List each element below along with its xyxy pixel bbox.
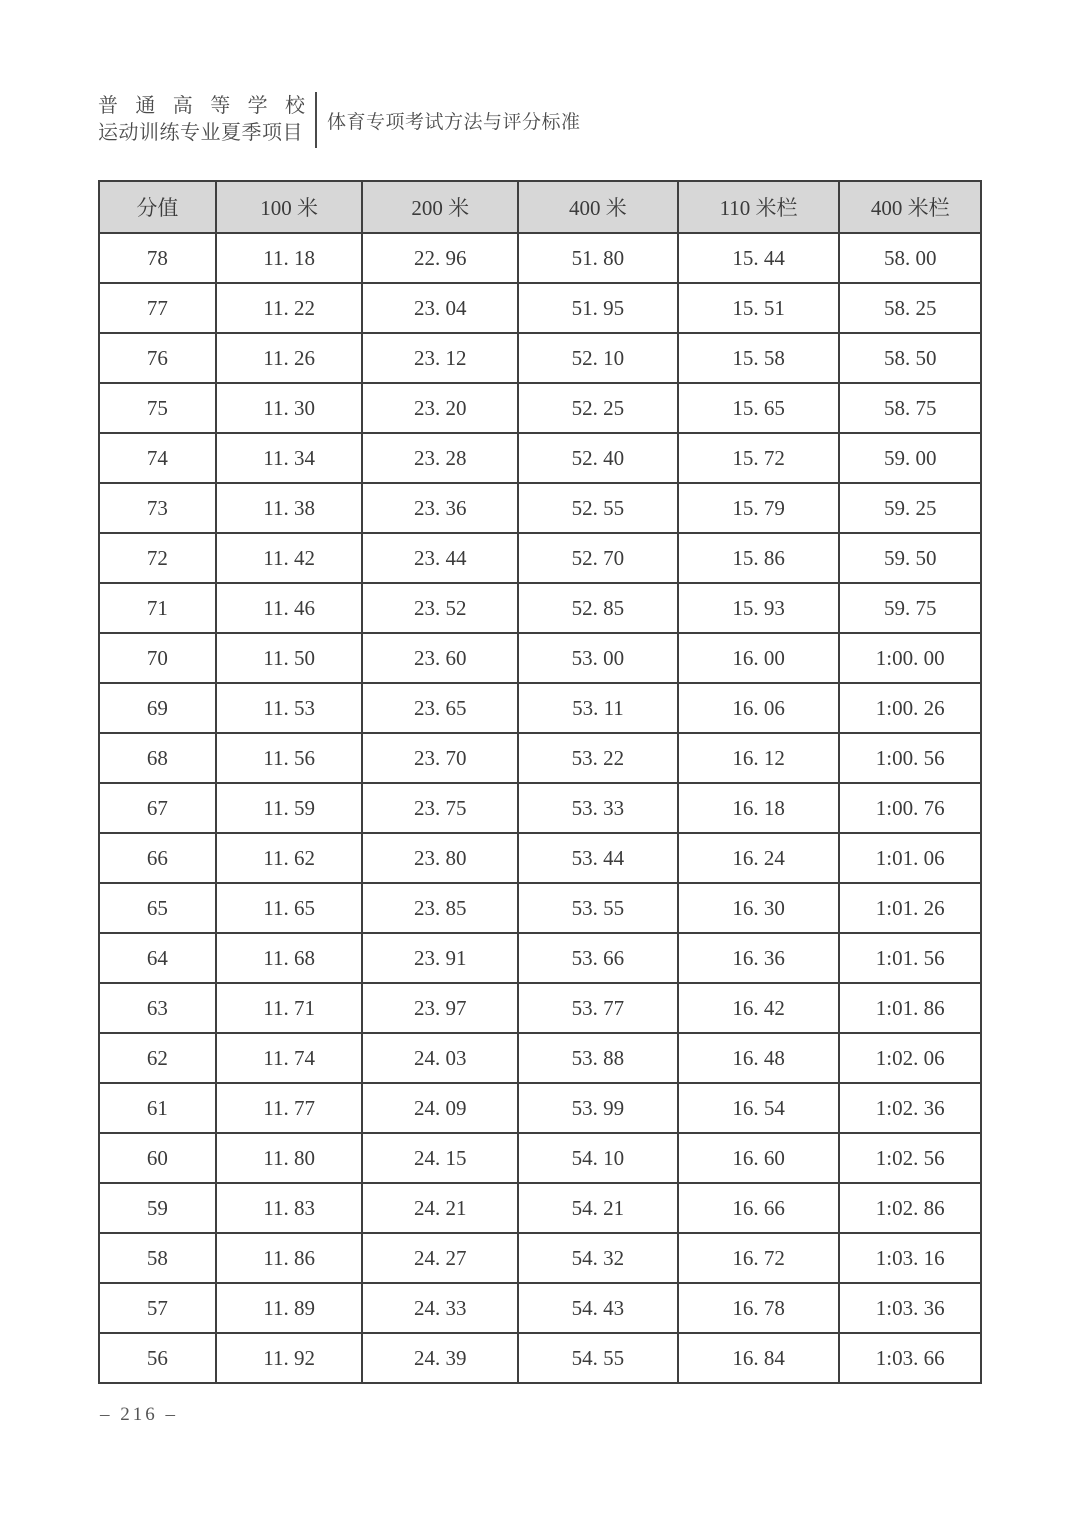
time-value-cell: 23. 52 <box>362 583 518 633</box>
table-row <box>99 483 981 533</box>
column-header: 200 米 <box>362 181 518 233</box>
column-header: 分值 <box>99 181 216 233</box>
table-row <box>99 433 981 483</box>
time-value-cell: 24. 15 <box>362 1133 518 1183</box>
time-value-cell: 16. 12 <box>678 733 840 783</box>
score-value-cell: 63 <box>99 983 216 1033</box>
time-value-cell: 52. 85 <box>518 583 678 633</box>
time-value-cell: 53. 44 <box>518 833 678 883</box>
score-table-body <box>99 233 981 1383</box>
time-value-cell: 24. 09 <box>362 1083 518 1133</box>
time-value-cell: 52. 55 <box>518 483 678 533</box>
time-value-cell: 1:02. 06 <box>839 1033 981 1083</box>
time-value-cell: 23. 20 <box>362 383 518 433</box>
time-value-cell: 16. 18 <box>678 783 840 833</box>
time-value-cell: 52. 25 <box>518 383 678 433</box>
time-value-cell: 23. 70 <box>362 733 518 783</box>
time-value-cell: 23. 75 <box>362 783 518 833</box>
time-value-cell: 53. 33 <box>518 783 678 833</box>
time-value-cell: 52. 10 <box>518 333 678 383</box>
time-value-cell: 51. 80 <box>518 233 678 283</box>
score-value-cell: 75 <box>99 383 216 433</box>
time-value-cell: 53. 66 <box>518 933 678 983</box>
score-value-cell: 76 <box>99 333 216 383</box>
table-row <box>99 1333 981 1383</box>
time-value-cell: 23. 44 <box>362 533 518 583</box>
table-row <box>99 1183 981 1233</box>
page-header <box>98 92 581 148</box>
time-value-cell: 23. 80 <box>362 833 518 883</box>
time-value-cell: 54. 32 <box>518 1233 678 1283</box>
time-value-cell: 11. 83 <box>216 1183 363 1233</box>
score-value-cell: 72 <box>99 533 216 583</box>
time-value-cell: 11. 65 <box>216 883 363 933</box>
time-value-cell: 11. 62 <box>216 833 363 883</box>
table-row <box>99 833 981 883</box>
table-row <box>99 983 981 1033</box>
time-value-cell: 16. 36 <box>678 933 840 983</box>
score-value-cell: 70 <box>99 633 216 683</box>
time-value-cell: 53. 99 <box>518 1083 678 1133</box>
header-vertical-divider <box>315 92 317 148</box>
time-value-cell: 58. 75 <box>839 383 981 433</box>
time-value-cell: 11. 26 <box>216 333 363 383</box>
header-left-block <box>98 93 305 147</box>
score-value-cell: 56 <box>99 1333 216 1383</box>
score-value-cell: 58 <box>99 1233 216 1283</box>
header-left-line2: 运动训练专业夏季项目 <box>98 122 303 144</box>
time-value-cell: 24. 33 <box>362 1283 518 1333</box>
time-value-cell: 22. 96 <box>362 233 518 283</box>
time-value-cell: 11. 86 <box>216 1233 363 1283</box>
time-value-cell: 1:01. 26 <box>839 883 981 933</box>
time-value-cell: 1:02. 36 <box>839 1083 981 1133</box>
time-value-cell: 53. 55 <box>518 883 678 933</box>
time-value-cell: 15. 44 <box>678 233 840 283</box>
time-value-cell: 16. 30 <box>678 883 840 933</box>
time-value-cell: 53. 00 <box>518 633 678 683</box>
score-value-cell: 65 <box>99 883 216 933</box>
time-value-cell: 53. 22 <box>518 733 678 783</box>
score-value-cell: 60 <box>99 1133 216 1183</box>
table-row <box>99 583 981 633</box>
score-table <box>98 180 982 1384</box>
time-value-cell: 11. 74 <box>216 1033 363 1083</box>
time-value-cell: 1:03. 16 <box>839 1233 981 1283</box>
time-value-cell: 11. 59 <box>216 783 363 833</box>
time-value-cell: 11. 38 <box>216 483 363 533</box>
column-header: 100 米 <box>216 181 363 233</box>
time-value-cell: 11. 56 <box>216 733 363 783</box>
time-value-cell: 11. 42 <box>216 533 363 583</box>
time-value-cell: 23. 97 <box>362 983 518 1033</box>
table-header-row <box>99 181 981 233</box>
time-value-cell: 59. 25 <box>839 483 981 533</box>
table-row <box>99 1133 981 1183</box>
time-value-cell: 23. 12 <box>362 333 518 383</box>
table-row <box>99 333 981 383</box>
time-value-cell: 54. 55 <box>518 1333 678 1383</box>
time-value-cell: 51. 95 <box>518 283 678 333</box>
time-value-cell: 16. 72 <box>678 1233 840 1283</box>
page-number: – 216 – <box>100 1404 178 1425</box>
time-value-cell: 58. 00 <box>839 233 981 283</box>
time-value-cell: 16. 60 <box>678 1133 840 1183</box>
time-value-cell: 11. 68 <box>216 933 363 983</box>
table-row <box>99 1233 981 1283</box>
time-value-cell: 16. 48 <box>678 1033 840 1083</box>
time-value-cell: 11. 53 <box>216 683 363 733</box>
time-value-cell: 23. 28 <box>362 433 518 483</box>
time-value-cell: 24. 39 <box>362 1333 518 1383</box>
time-value-cell: 15. 79 <box>678 483 840 533</box>
time-value-cell: 52. 70 <box>518 533 678 583</box>
table-row <box>99 383 981 433</box>
time-value-cell: 1:03. 66 <box>839 1333 981 1383</box>
time-value-cell: 11. 34 <box>216 433 363 483</box>
column-header: 400 米栏 <box>839 181 981 233</box>
score-value-cell: 64 <box>99 933 216 983</box>
table-row <box>99 1083 981 1133</box>
time-value-cell: 53. 11 <box>518 683 678 733</box>
table-row <box>99 1033 981 1083</box>
time-value-cell: 59. 50 <box>839 533 981 583</box>
time-value-cell: 24. 27 <box>362 1233 518 1283</box>
time-value-cell: 23. 04 <box>362 283 518 333</box>
time-value-cell: 53. 88 <box>518 1033 678 1083</box>
time-value-cell: 11. 77 <box>216 1083 363 1133</box>
time-value-cell: 23. 91 <box>362 933 518 983</box>
score-value-cell: 67 <box>99 783 216 833</box>
time-value-cell: 53. 77 <box>518 983 678 1033</box>
time-value-cell: 1:03. 36 <box>839 1283 981 1333</box>
time-value-cell: 15. 72 <box>678 433 840 483</box>
table-row <box>99 533 981 583</box>
time-value-cell: 16. 00 <box>678 633 840 683</box>
time-value-cell: 54. 21 <box>518 1183 678 1233</box>
score-table-container <box>98 180 982 1384</box>
time-value-cell: 1:01. 56 <box>839 933 981 983</box>
time-value-cell: 1:00. 26 <box>839 683 981 733</box>
table-row <box>99 883 981 933</box>
time-value-cell: 11. 22 <box>216 283 363 333</box>
score-value-cell: 78 <box>99 233 216 283</box>
table-row <box>99 283 981 333</box>
time-value-cell: 15. 58 <box>678 333 840 383</box>
score-value-cell: 62 <box>99 1033 216 1083</box>
time-value-cell: 11. 18 <box>216 233 363 283</box>
score-value-cell: 74 <box>99 433 216 483</box>
score-value-cell: 69 <box>99 683 216 733</box>
score-value-cell: 68 <box>99 733 216 783</box>
time-value-cell: 16. 78 <box>678 1283 840 1333</box>
time-value-cell: 16. 06 <box>678 683 840 733</box>
score-value-cell: 57 <box>99 1283 216 1333</box>
time-value-cell: 11. 46 <box>216 583 363 633</box>
time-value-cell: 16. 66 <box>678 1183 840 1233</box>
time-value-cell: 11. 30 <box>216 383 363 433</box>
score-value-cell: 59 <box>99 1183 216 1233</box>
time-value-cell: 16. 24 <box>678 833 840 883</box>
table-row <box>99 783 981 833</box>
time-value-cell: 16. 42 <box>678 983 840 1033</box>
time-value-cell: 24. 03 <box>362 1033 518 1083</box>
time-value-cell: 23. 65 <box>362 683 518 733</box>
time-value-cell: 16. 84 <box>678 1333 840 1383</box>
time-value-cell: 23. 85 <box>362 883 518 933</box>
time-value-cell: 15. 93 <box>678 583 840 633</box>
score-value-cell: 73 <box>99 483 216 533</box>
time-value-cell: 1:00. 56 <box>839 733 981 783</box>
table-row <box>99 683 981 733</box>
time-value-cell: 11. 89 <box>216 1283 363 1333</box>
time-value-cell: 52. 40 <box>518 433 678 483</box>
score-value-cell: 61 <box>99 1083 216 1133</box>
score-value-cell: 77 <box>99 283 216 333</box>
time-value-cell: 16. 54 <box>678 1083 840 1133</box>
time-value-cell: 1:02. 56 <box>839 1133 981 1183</box>
time-value-cell: 1:01. 06 <box>839 833 981 883</box>
table-row <box>99 933 981 983</box>
time-value-cell: 54. 43 <box>518 1283 678 1333</box>
time-value-cell: 1:02. 86 <box>839 1183 981 1233</box>
time-value-cell: 1:00. 00 <box>839 633 981 683</box>
time-value-cell: 15. 65 <box>678 383 840 433</box>
time-value-cell: 58. 50 <box>839 333 981 383</box>
time-value-cell: 11. 71 <box>216 983 363 1033</box>
column-header: 110 米栏 <box>678 181 840 233</box>
time-value-cell: 11. 50 <box>216 633 363 683</box>
header-left-line1: 普通高等学校 <box>98 95 305 117</box>
time-value-cell: 15. 86 <box>678 533 840 583</box>
time-value-cell: 59. 00 <box>839 433 981 483</box>
time-value-cell: 54. 10 <box>518 1133 678 1183</box>
table-row <box>99 633 981 683</box>
time-value-cell: 11. 80 <box>216 1133 363 1183</box>
time-value-cell: 1:00. 76 <box>839 783 981 833</box>
time-value-cell: 24. 21 <box>362 1183 518 1233</box>
time-value-cell: 23. 36 <box>362 483 518 533</box>
time-value-cell: 59. 75 <box>839 583 981 633</box>
table-row <box>99 1283 981 1333</box>
time-value-cell: 15. 51 <box>678 283 840 333</box>
time-value-cell: 11. 92 <box>216 1333 363 1383</box>
time-value-cell: 58. 25 <box>839 283 981 333</box>
header-right-title: 体育专项考试方法与评分标准 <box>327 111 581 133</box>
score-value-cell: 66 <box>99 833 216 883</box>
column-header: 400 米 <box>518 181 678 233</box>
time-value-cell: 1:01. 86 <box>839 983 981 1033</box>
table-row <box>99 733 981 783</box>
time-value-cell: 23. 60 <box>362 633 518 683</box>
score-value-cell: 71 <box>99 583 216 633</box>
table-row <box>99 233 981 283</box>
